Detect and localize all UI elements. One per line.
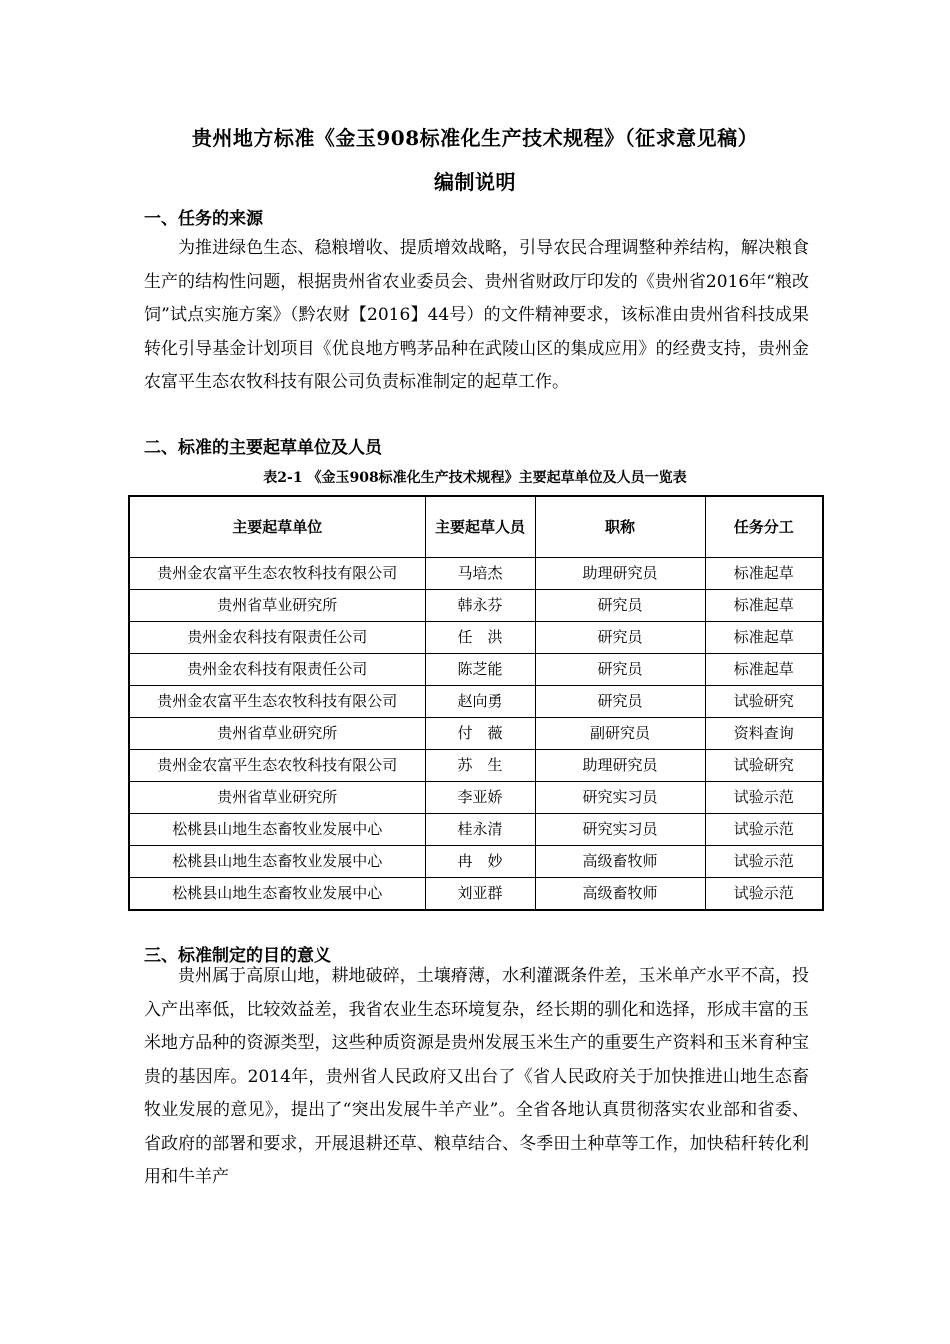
cell-task: 标准起草 xyxy=(705,558,823,590)
table-row xyxy=(129,558,823,590)
col-header-title: 职称 xyxy=(535,496,705,558)
cell-person: 苏 生 xyxy=(425,750,535,782)
cell-task: 标准起草 xyxy=(705,654,823,686)
cell-person: 陈芝能 xyxy=(425,654,535,686)
cell-task: 资料查询 xyxy=(705,718,823,750)
cell-person: 任 洪 xyxy=(425,622,535,654)
section1-heading: 一、任务的来源 xyxy=(144,209,263,229)
cell-unit: 贵州省草业研究所 xyxy=(129,718,425,750)
table-row xyxy=(129,686,823,718)
table-row xyxy=(129,718,823,750)
section2-heading: 二、标准的主要起草单位及人员 xyxy=(144,438,382,458)
cell-person: 付 薇 xyxy=(425,718,535,750)
cell-person: 马培杰 xyxy=(425,558,535,590)
drafters-table xyxy=(128,495,824,911)
table-row xyxy=(129,750,823,782)
document-title: 贵州地方标准《金玉908标准化生产技术规程》（征求意见稿） xyxy=(191,126,759,150)
cell-task: 试验示范 xyxy=(705,814,823,846)
col-header-task: 任务分工 xyxy=(705,496,823,558)
cell-title: 研究实习员 xyxy=(535,782,705,814)
cell-unit: 松桃县山地生态畜牧业发展中心 xyxy=(129,846,425,878)
table-row xyxy=(129,814,823,846)
cell-task: 标准起草 xyxy=(705,622,823,654)
cell-person: 桂永清 xyxy=(425,814,535,846)
cell-task: 试验示范 xyxy=(705,878,823,911)
section1-paragraph: 为推进绿色生态、稳粮增收、提质增效战略，引导农民合理调整种养结构，解决粮食生产的结构性问题，根据贵州省农业委员会、贵州省财政厅印发的《贵州省2016年“粮改饲”试点实施方案》（黔农财【2016】44号）的文件精神要求，该标准由贵州省科技成果转化引导基金计划项目《优良地方鸭茅品种在武陵山区的集成应用》的经费支持，贵州金农富平生态农牧科技有限公司负责标准制定的起草工作。 xyxy=(144,238,809,392)
table-row xyxy=(129,846,823,878)
cell-unit: 松桃县山地生态畜牧业发展中心 xyxy=(129,878,425,911)
col-header-person: 主要起草人员 xyxy=(425,496,535,558)
cell-title: 研究员 xyxy=(535,686,705,718)
table-row xyxy=(129,878,823,911)
cell-task: 试验示范 xyxy=(705,782,823,814)
table-caption: 表2-1 《金玉908标准化生产技术规程》主要起草单位及人员一览表 xyxy=(263,470,687,486)
cell-person: 赵向勇 xyxy=(425,686,535,718)
cell-title: 助理研究员 xyxy=(535,750,705,782)
cell-unit: 贵州省草业研究所 xyxy=(129,782,425,814)
col-header-unit: 主要起草单位 xyxy=(129,496,425,558)
cell-person: 刘亚群 xyxy=(425,878,535,911)
cell-title: 高级畜牧师 xyxy=(535,846,705,878)
cell-title: 助理研究员 xyxy=(535,558,705,590)
cell-title: 高级畜牧师 xyxy=(535,878,705,911)
section3-heading: 三、标准制定的目的意义 xyxy=(144,946,331,966)
cell-task: 试验示范 xyxy=(705,846,823,878)
cell-unit: 贵州金农科技有限责任公司 xyxy=(129,622,425,654)
cell-task: 标准起草 xyxy=(705,590,823,622)
cell-title: 副研究员 xyxy=(535,718,705,750)
cell-person: 冉 妙 xyxy=(425,846,535,878)
table-row xyxy=(129,590,823,622)
cell-unit: 贵州金农富平生态农牧科技有限公司 xyxy=(129,686,425,718)
table-row xyxy=(129,654,823,686)
cell-unit: 贵州金农富平生态农牧科技有限公司 xyxy=(129,558,425,590)
cell-unit: 贵州省草业研究所 xyxy=(129,590,425,622)
cell-title: 研究实习员 xyxy=(535,814,705,846)
cell-title: 研究员 xyxy=(535,654,705,686)
cell-task: 试验研究 xyxy=(705,686,823,718)
cell-title: 研究员 xyxy=(535,590,705,622)
cell-unit: 贵州金农富平生态农牧科技有限公司 xyxy=(129,750,425,782)
cell-unit: 松桃县山地生态畜牧业发展中心 xyxy=(129,814,425,846)
table-row xyxy=(129,782,823,814)
cell-person: 韩永芬 xyxy=(425,590,535,622)
cell-unit: 贵州金农科技有限责任公司 xyxy=(129,654,425,686)
cell-title: 研究员 xyxy=(535,622,705,654)
cell-task: 试验研究 xyxy=(705,750,823,782)
table-header-row xyxy=(129,496,823,558)
table-row xyxy=(129,622,823,654)
document-subtitle: 编制说明 xyxy=(434,170,516,194)
section3-paragraph: 贵州属于高原山地，耕地破碎，土壤瘠薄，水利灌溉条件差，玉米单产水平不高，投入产出率低，比较效益差，我省农业生态环境复杂，经长期的驯化和选择，形成丰富的玉米地方品种的资源类型，这些种质资源是贵州发展玉米生产的重要生产资料和玉米育种宝贵的基因库。2014年，贵州省人民政府又出台了《省人民政府关于加快推进山地生态畜牧业发展的意见》，提出了“突出发展牛羊产业”。全省各地认真贯彻落实农业部和省委、省政府的部署和要求，开展退耕还草、粮草结合、冬季田土种草等工作，加快秸秆转化利用和牛羊产 xyxy=(144,966,809,1187)
cell-person: 李亚娇 xyxy=(425,782,535,814)
